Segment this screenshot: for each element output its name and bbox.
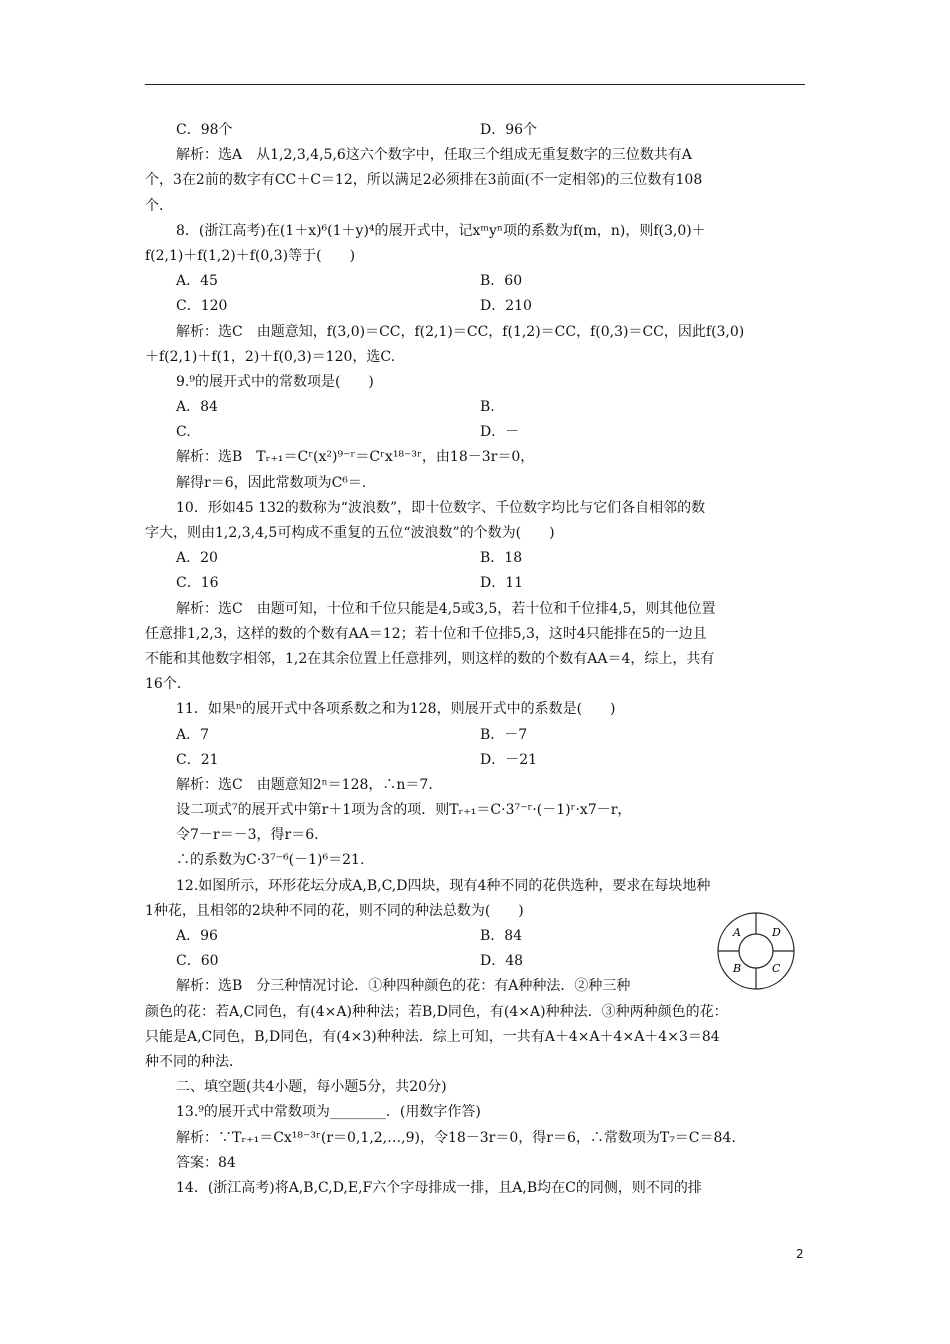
region-label-a: A [733, 926, 741, 939]
options-row [145, 924, 810, 949]
option-c: C．98个 [176, 122, 233, 138]
options-row [145, 395, 810, 420]
inner-circle [739, 934, 773, 968]
solution-line: 任意排1,2,3，这样的数的个数有AA＝12；若十位和千位排5,3，这时4只能排在5的一边且 [145, 625, 707, 642]
options-row [145, 949, 810, 974]
solution-line: 解析：选A 从1,2,3,4,5,6这六个数字中，任取三个组成无重复数字的三位数共有A [176, 147, 692, 164]
options-row [145, 420, 810, 445]
option-d: D．96个 [480, 122, 538, 138]
option-d: D．－21 [480, 751, 538, 768]
section-heading: 二、填空题(共4小题，每小题5分，共20分) [176, 1079, 447, 1096]
solution-line: 颜色的花：若A,C同色，有(4×A)种种法；若B,D同色，有(4×A)种种法．③种两种颜色的花： [145, 1003, 728, 1020]
ring-flowerbed-figure [715, 910, 797, 992]
question-line: 1种花，且相邻的2块种不同的花，则不同的种法总数为( ) [145, 902, 524, 919]
question-10: 10．形如45 132的数称为“波浪数”，即十位数字、千位数字均比与它们各自相邻的数 [176, 499, 706, 516]
solution-line: 解析：选C 由题意知，f(3,0)＝CC，f(2,1)＝CC，f(1,2)＝CC，f(0,3)＝CC，因此f(3,0) [176, 323, 745, 340]
option-a: A．84 [176, 399, 218, 416]
solution-line: 设二项式⁷的展开式中第r＋1项为含的项．则Tᵣ₊₁＝C·3⁷⁻ʳ·(－1)ʳ·x7－r， [176, 802, 632, 819]
options-row [145, 571, 810, 596]
region-label-c: C [772, 962, 781, 975]
answer-line: 答案：84 [176, 1154, 236, 1171]
options-row [145, 748, 810, 773]
solution-line: 解析：选B Tᵣ₊₁＝Cʳ(x²)⁹⁻ʳ＝Cʳx¹⁸⁻³ʳ，由18－3r＝0， [176, 449, 535, 466]
question-11: 11．如果ⁿ的展开式中各项系数之和为128，则展开式中的系数是( ) [176, 701, 616, 718]
solution-line: 解得r＝6，因此常数项为C⁶＝. [176, 474, 367, 491]
question-13: 13.⁹的展开式中常数项为________．(用数字作答) [176, 1104, 481, 1121]
solution-line: 16个． [145, 676, 191, 693]
page-number: 2 [796, 1247, 804, 1261]
option-d: D．－ [480, 424, 520, 441]
solution-line: 不能和其他数字相邻，1,2在其余位置上任意排列，则这样的数的个数有AA＝4，综上，共有 [145, 650, 715, 667]
options-row [145, 546, 810, 571]
solution-line: 解析：选C 由题意知2ⁿ＝128，∴n＝7. [176, 776, 433, 793]
option-d: D．48 [480, 953, 524, 970]
question-9: 9.⁹的展开式中的常数项是( ) [176, 373, 374, 390]
option-b: B．－7 [480, 726, 528, 743]
question-8: 8．(浙江高考)在(1＋x)⁶(1＋y)⁴的展开式中，记xᵐyⁿ项的系数为f(m，n)，则f(3,0)＋ [176, 222, 706, 239]
option-c: C．21 [176, 751, 219, 768]
option-d: D．210 [480, 298, 532, 315]
region-label-b: B [733, 962, 742, 975]
solution-line: 个． [145, 197, 173, 214]
options-row [145, 269, 810, 294]
option-a: A．96 [176, 928, 218, 944]
solution-line: 令7－r＝－3，得r＝6. [176, 827, 319, 844]
option-c: C. [176, 424, 191, 441]
solution-line: 种不同的种法． [145, 1053, 243, 1070]
option-c: C．16 [176, 575, 219, 592]
option-a: A．45 [176, 273, 218, 290]
solution-line: ＋f(2,1)＋f(1，2)＋f(0,3)＝120，选C. [145, 348, 396, 365]
question-line: 字大，则由1,2,3,4,5可构成不重复的五位“波浪数”的个数为( ) [145, 525, 555, 541]
option-b: B. [480, 399, 495, 416]
region-label-d: D [772, 926, 781, 939]
question-14: 14．(浙江高考)将A,B,C,D,E,F六个字母排成一排，且A,B均在C的同侧，则不同的排 [176, 1179, 702, 1196]
options-row [145, 118, 810, 143]
question-line: f(2,1)＋f(1,2)＋f(0,3)等于( ) [145, 247, 356, 264]
solution-line: 解析：选B 分三种情况讨论．①种四种颜色的花：有A种种法．②种三种 [176, 978, 631, 995]
solution-line: 只能是A,C同色，B,D同色，有(4×3)种种法．综上可知，一共有A＋4×A＋4×A＋4×3＝84 [145, 1028, 720, 1045]
option-b: B．60 [480, 273, 523, 290]
options-row [145, 294, 810, 319]
solution-line: ∴的系数为C·3⁷⁻⁶(－1)⁶＝21. [176, 852, 365, 869]
page-content [145, 118, 810, 1201]
option-b: B．18 [480, 550, 523, 567]
option-c: C．60 [176, 953, 219, 970]
question-12: 12.如图所示，环形花坛分成A,B,C,D四块，现有4种不同的花供选种，要求在每块地种 [176, 877, 711, 894]
solution-line: 解析：选C 由题可知，十位和千位只能是4,5或3,5，若十位和千位排4,5，则其他位置 [176, 600, 716, 617]
header-rule [145, 84, 805, 85]
option-b: B．84 [480, 928, 523, 944]
solution-line: 解析：∵Tᵣ₊₁＝Cx¹⁸⁻³ʳ(r＝0,1,2,…,9)，令18－3r＝0，得r＝6，∴常数项为T₇＝C＝84. [176, 1129, 736, 1146]
option-a: A．7 [176, 726, 210, 743]
option-c: C．120 [176, 298, 228, 315]
solution-line: 个，3在2前的数字有CC＋C＝12，所以满足2必须排在3前面(不一定相邻)的三位数有108 [145, 172, 703, 189]
option-a: A．20 [176, 550, 218, 567]
options-row [145, 723, 810, 748]
option-d: D．11 [480, 575, 524, 592]
